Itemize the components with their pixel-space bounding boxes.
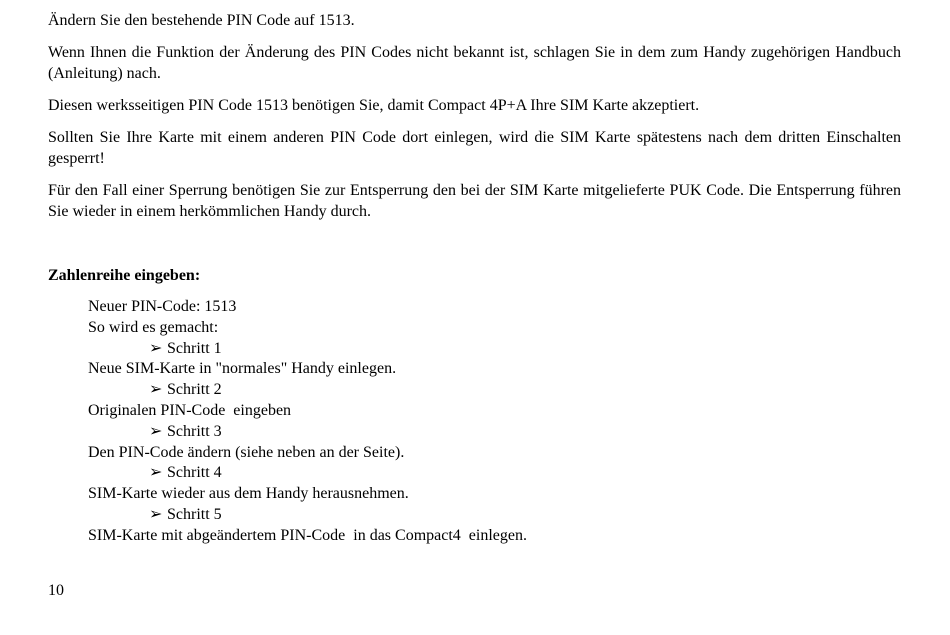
instruction-list xyxy=(88,297,527,547)
step-text-5: SIM-Karte mit abgeändertem PIN-Code in das Compact4 einlegen. xyxy=(88,526,527,544)
paragraph-puk-unlock: Für den Fall einer Sperrung benötigen Sie zur Entsperrung den bei der SIM Karte mitgelieferte PUK Code. Die Entsperrung führen Sie wieder in einem herkömmlichen Handy durch. xyxy=(48,182,901,220)
step-label-2 xyxy=(88,380,527,401)
step-text-1: Neue SIM-Karte in "normales" Handy einlegen. xyxy=(88,360,397,378)
paragraph-lock-warning: Sollten Sie Ihre Karte mit einem anderen PIN Code dort einlegen, wird die SIM Karte spätestens nach dem dritten Einschalten gesperrt! xyxy=(48,129,901,167)
arrow-bullet-icon: ➢ xyxy=(149,339,163,357)
section-heading: Zahlenreihe eingeben: xyxy=(48,267,201,284)
arrow-bullet-icon: ➢ xyxy=(149,381,163,399)
how-to-line: So wird es gemacht: xyxy=(88,318,219,336)
step-label-text: Schritt 3 xyxy=(167,422,222,440)
paragraph-manual-hint: Wenn Ihnen die Funktion der Änderung des PIN Codes nicht bekannt ist, schlagen Sie in dem zum Handy zugehörigen Handbuch (Anleitung) nach. xyxy=(48,44,901,82)
body-text xyxy=(48,10,901,233)
step-label-text: Schritt 2 xyxy=(167,381,222,399)
paragraph-change-pin: Ändern Sie den bestehende PIN Code auf 1513. xyxy=(48,12,355,29)
arrow-bullet-icon: ➢ xyxy=(149,464,163,482)
step-label-4 xyxy=(88,463,527,484)
step-label-1 xyxy=(88,339,527,360)
step-label-text: Schritt 1 xyxy=(167,339,222,357)
arrow-bullet-icon: ➢ xyxy=(149,505,163,523)
step-label-text: Schritt 4 xyxy=(167,464,222,482)
step-label-text: Schritt 5 xyxy=(167,505,222,523)
arrow-bullet-icon: ➢ xyxy=(149,422,163,440)
step-text-4: SIM-Karte wieder aus dem Handy herausnehmen. xyxy=(88,485,409,503)
paragraph-factory-pin: Diesen werksseitigen PIN Code 1513 benötigen Sie, damit Compact 4P+A Ihre SIM Karte akzeptiert. xyxy=(48,97,700,114)
page-number: 10 xyxy=(48,582,64,599)
step-label-5 xyxy=(88,505,527,526)
step-label-3 xyxy=(88,422,527,443)
new-pin-line: Neuer PIN-Code: 1513 xyxy=(88,298,237,315)
step-text-3: Den PIN-Code ändern (siehe neben an der Seite). xyxy=(88,443,405,461)
step-text-2: Originalen PIN-Code eingeben xyxy=(88,401,292,419)
